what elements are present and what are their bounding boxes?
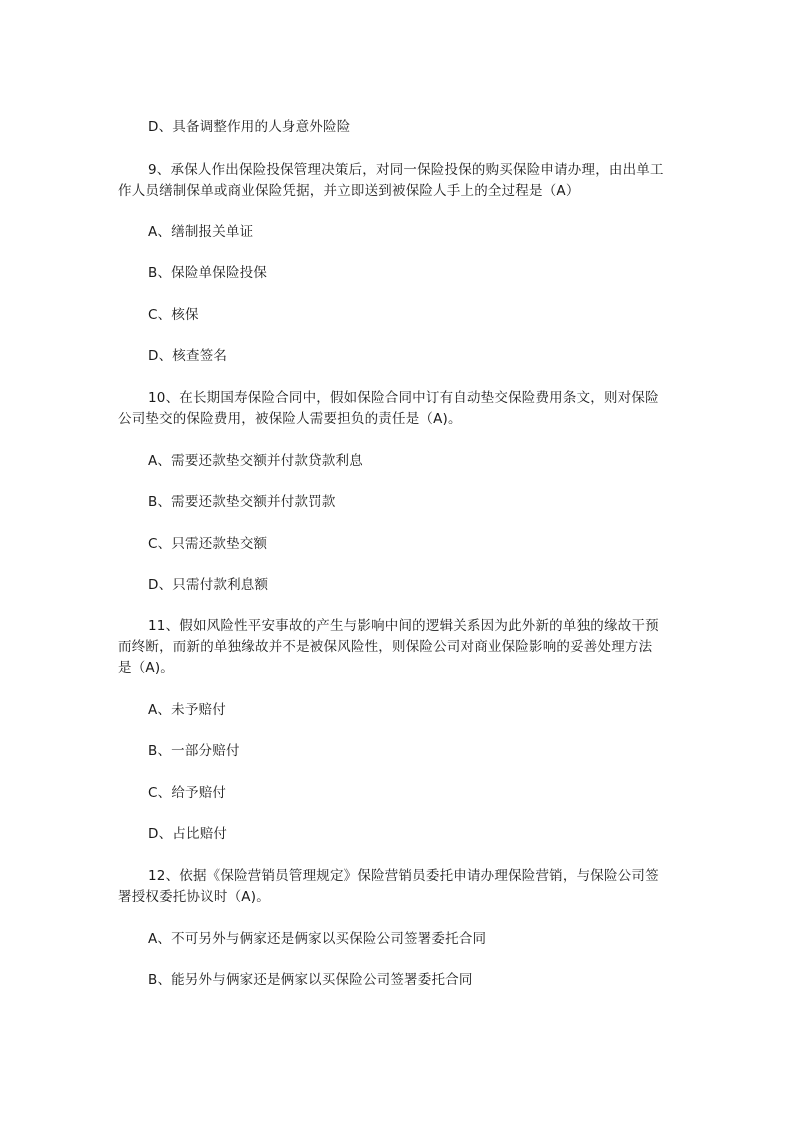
answer-option-a: A、未予赔付 bbox=[148, 702, 226, 718]
question-12-text-line-2: 署授权委托协议时（A)。 bbox=[118, 889, 270, 905]
question-11-text-line-1: 11、假如风险性平安事故的产生与影响中间的逻辑关系因为此外新的单独的缘故干预 bbox=[148, 618, 659, 634]
answer-option-b: B、能另外与俩家还是俩家以买保险公司签署委托合同 bbox=[148, 972, 473, 988]
question-11-text-line-2: 而终断，而新的单独缘故并不是被保风险性，则保险公司对商业保险影响的妥善处理方法 bbox=[118, 639, 653, 655]
answer-option-a: A、需要还款垫交额并付款贷款利息 bbox=[148, 453, 363, 469]
question-9-text-line-2: 作人员缮制保单或商业保险凭据，并立即送到被保险人手上的全过程是（A） bbox=[118, 183, 580, 199]
answer-option-b: B、需要还款垫交额并付款罚款 bbox=[148, 494, 336, 510]
answer-option-d: D、只需付款利息额 bbox=[148, 577, 269, 593]
question-12-text-line-1: 12、依据《保险营销员管理规定》保险营销员委托申请办理保险营销，与保险公司签 bbox=[148, 868, 659, 884]
answer-option-d: D、核查签名 bbox=[148, 348, 228, 364]
answer-option-c: C、只需还款垫交额 bbox=[148, 536, 268, 552]
answer-option-c: C、核保 bbox=[148, 307, 199, 323]
answer-option-a: A、缮制报关单证 bbox=[148, 224, 254, 240]
answer-option-a: A、不可另外与俩家还是俩家以买保险公司签署委托合同 bbox=[148, 931, 487, 947]
answer-option-d: D、占比赔付 bbox=[148, 826, 228, 842]
answer-option-c: C、给予赔付 bbox=[148, 785, 227, 801]
answer-option-d: D、具备调整作用的人身意外险险 bbox=[148, 119, 351, 135]
question-9-text-line-1: 9、承保人作出保险投保管理决策后，对同一保险投保的购买保险申请办理，由出单工 bbox=[148, 162, 664, 178]
answer-option-b: B、一部分赔付 bbox=[148, 743, 240, 759]
answer-option-b: B、保险单保险投保 bbox=[148, 265, 268, 281]
question-11-text-line-3: 是（A)。 bbox=[118, 660, 175, 676]
question-10-text-line-1: 10、在长期国寿保险合同中，假如保险合同中订有自动垫交保险费用条文，则对保险 bbox=[148, 390, 659, 406]
question-10-text-line-2: 公司垫交的保险费用，被保险人需要担负的责任是（A)。 bbox=[118, 411, 462, 427]
